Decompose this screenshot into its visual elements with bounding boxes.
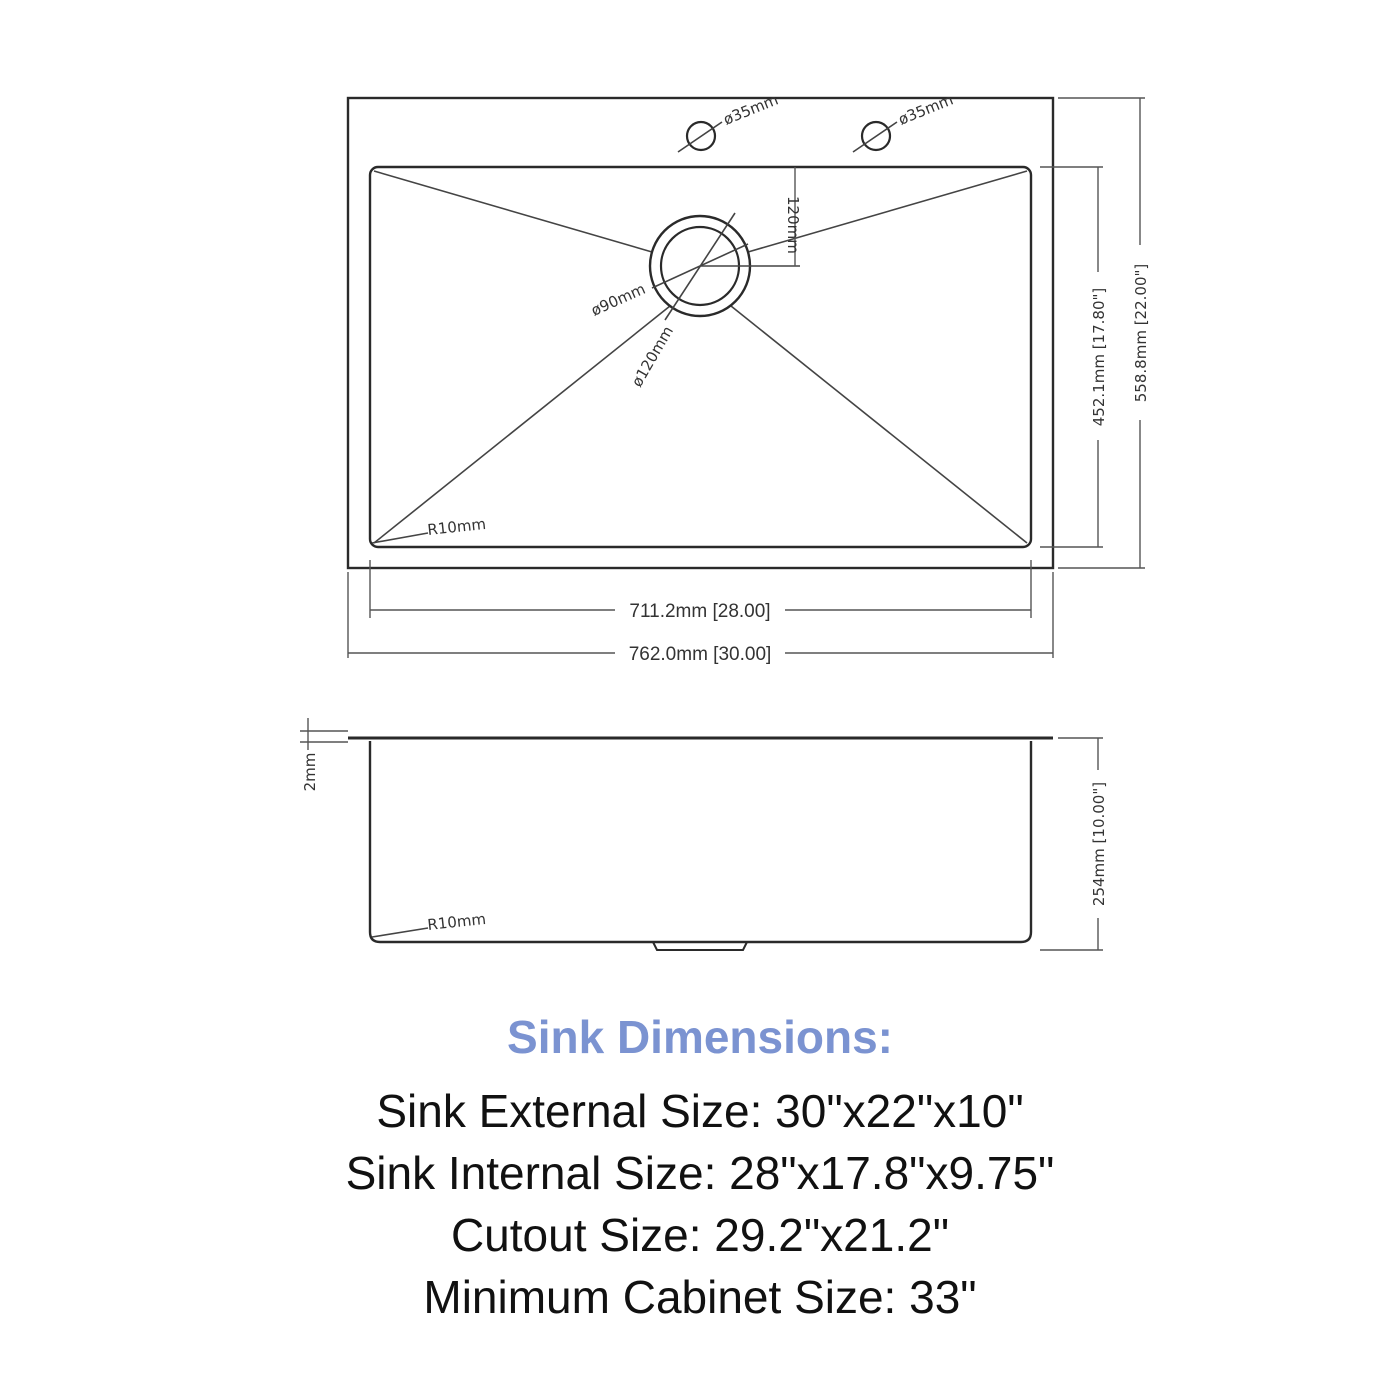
height-label: 254mm [10.00"] (1090, 781, 1108, 907)
spec-cutout-size: Cutout Size: 29.2"x21.2" (450, 1209, 950, 1261)
drain-outer-dia-label: ø120mm (627, 322, 677, 390)
side-corner-radius-label: R10mm (426, 909, 487, 934)
specs-title: Sink Dimensions: (507, 1011, 893, 1063)
slope-line (731, 306, 1027, 543)
top-view (348, 90, 1150, 665)
spec-cabinet-size: Minimum Cabinet Size: 33" (423, 1271, 977, 1323)
faucet-hole-right-label: ø35mm (895, 90, 956, 129)
internal-depth-label: 452.1mm [17.80"] (1090, 287, 1108, 427)
corner-radius-label: R10mm (426, 514, 487, 539)
sink-outer-outline (348, 98, 1053, 568)
spec-external-size: Sink External Size: 30"x22"x10" (376, 1085, 1024, 1137)
slope-line (374, 171, 652, 252)
internal-width-label: 711.2mm [28.00] (629, 601, 771, 622)
corner-radius-leader (372, 928, 428, 937)
spec-internal-size: Sink Internal Size: 28"x17.8"x9.75" (345, 1147, 1055, 1199)
drain-inner-dia-label: ø90mm (588, 279, 649, 320)
thickness-label: 2mm (301, 752, 319, 792)
external-width-label: 762.0mm [30.00] (628, 644, 772, 665)
faucet-hole-left-label: ø35mm (720, 90, 781, 129)
external-depth-label: 558.8mm [22.00"] (1132, 263, 1150, 403)
drain-offset-label: 120mm (784, 196, 802, 254)
sink-bowl-outline (370, 167, 1031, 547)
side-view (300, 718, 1108, 950)
slope-line (374, 306, 670, 543)
